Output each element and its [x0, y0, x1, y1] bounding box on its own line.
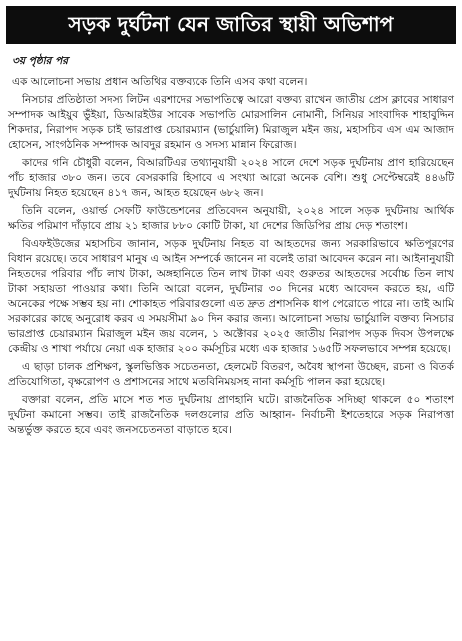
- headline: সড়ক দুর্ঘটনা যেন জাতির স্থায়ী অভিশাপ: [6, 6, 456, 44]
- article-paragraph: বক্তারা বলেন, প্রতি মাসে শত শত দুর্ঘটনায় প্রাণহানি ঘটে। রাজনৈতিক সদিচ্ছা থাকলে ৫০ শতাংশ দুর্ঘটনা কমানো সম্ভব। তাই রাজনৈতিক দলগুলোর প্রতি আহ্বান- নির্বাচনী ইশতেহারে সড়ক নিরাপত্তা অন্তর্ভুক্ত করতে হবে এবং জনসচেতনতা বাড়াতে হবে।: [8, 394, 454, 436]
- article-paragraph: কাদের গনি চৌধুরী বলেন, বিআরটিএর তথ্যানুযায়ী ২০২৪ সালে দেশে সড়ক দুর্ঘটনায় প্রাণ হারিয়েছেন পাঁচ হাজার ৩৮০ জন। তবে বেসরকারি হিসাবে এ সংখ্যা আরো অনেক বেশি। শুধু সেপ্টেম্বরেই ৪৪৬টি দুর্ঘটনায় নিহত হয়েছেন ৪১৭ জন, আহত হয়েছেন ৬৮২ জন।: [8, 157, 454, 199]
- article-paragraph: তিনি বলেন, ওয়ার্ল্ড সেফটি ফাউন্ডেশনের প্রতিবেদন অনুযায়ী, ২০২৪ সালে সড়ক দুর্ঘটনায় আর্থিক ক্ষতির পরিমাণ দাঁড়াবে প্রায় ২১ হাজার ৮৮০ কোটি টাকা, যা দেশের জিডিপির প্রায় দেড় শতাংশ।: [8, 205, 454, 232]
- article-paragraph: নিসচার প্রতিষ্ঠাতা সদস্য লিটন এরশাদের সভাপতিত্বে আরো বক্তব্য রাখেন জাতীয় প্রেস ক্লাবের সাধারণ সম্পাদক আইয়ুব ভুঁইয়া, ডিআরইউর সাবেক সভাপতি মোরসালিন নোমানী, সিনিয়র সাংবাদিক শাহাবুদ্দিন শিকদার, নিরাপদ সড়ক চাই ভারপ্রাপ্ত চেয়ারম্যান (ভার্চুয়ালি) মিরাজুল মইন জয়, মহাসচিব এস এম আজাদ হোসেন, সাংগঠনিক সম্পাদক আবদুর রহমান ও সদস্য মান্নান ফিরোজ।: [8, 94, 454, 151]
- article-paragraph: এক আলোচনা সভায় প্রধান অতিথির বক্তব্যকে তিনি এসব কথা বলেন।: [12, 76, 308, 88]
- continuation-label: ৩য় পৃষ্ঠার পর: [12, 55, 69, 67]
- article-paragraph: এ ছাড়া চালক প্রশিক্ষণ, স্কুলভিত্তিক সচেতনতা, হেলমেট বিতরণ, অবৈধ স্থাপনা উচ্ছেদ, রচনা ও বিতর্ক প্রতিযোগিতা, বৃক্ষরোপণ ও প্রশাসনের সাথে মতবিনিময়সহ নানা কর্মসূচি পালন করা হয়েছে।: [8, 361, 454, 388]
- article-paragraph: বিএফইউজের মহাসচিব জানান, সড়ক দুর্ঘটনায় নিহত বা আহতদের জন্য সরকারিভাবে ক্ষতিপূরণের বিধান রয়েছে। তবে সাধারণ মানুষ এ আইন সম্পর্কে জানেন না বলেই তারা আবেদন করেন না। আইনানুযায়ী নিহতদের পরিবার পাঁচ লাখ টাকা, অঙ্গহানিতে তিন লাখ টাকা এবং গুরুতর আহতদের সর্বোচ্চ তিন লাখ টাকা সহায়তা পাওয়ার কথা। তিনি আরো বলেন, দুর্ঘটনার ৩০ দিনের মধ্যে আবেদন করতে হয়, এটি অনেকের পক্ষে সম্ভব হয় না। শোকাহত পরিবারগুলো এত দ্রুত প্রশাসনিক ধাপ পেরোতে পারে না। তাই আমি সরকারের কাছে অনুরোধ করব এ সময়সীমা ৯০ দিন করার জন্য। আলোচনা সভায় ভার্চুয়ালি বক্তব্য নিসচার ভারপ্রাপ্ত চেয়ারম্যান মিরাজুল মইন জয় বলেন, ১ অক্টোবর ২০২৫ জাতীয় নিরাপদ সড়ক দিবস উপলক্ষে কেন্দ্রীয় ও শাখা পর্যায়ে নেয়া এক হাজার ২০০ কর্মসূচির মধ্যে এক হাজার ১৬৫টি সফলভাবে সম্পন্ন হয়েছে।: [8, 238, 454, 355]
